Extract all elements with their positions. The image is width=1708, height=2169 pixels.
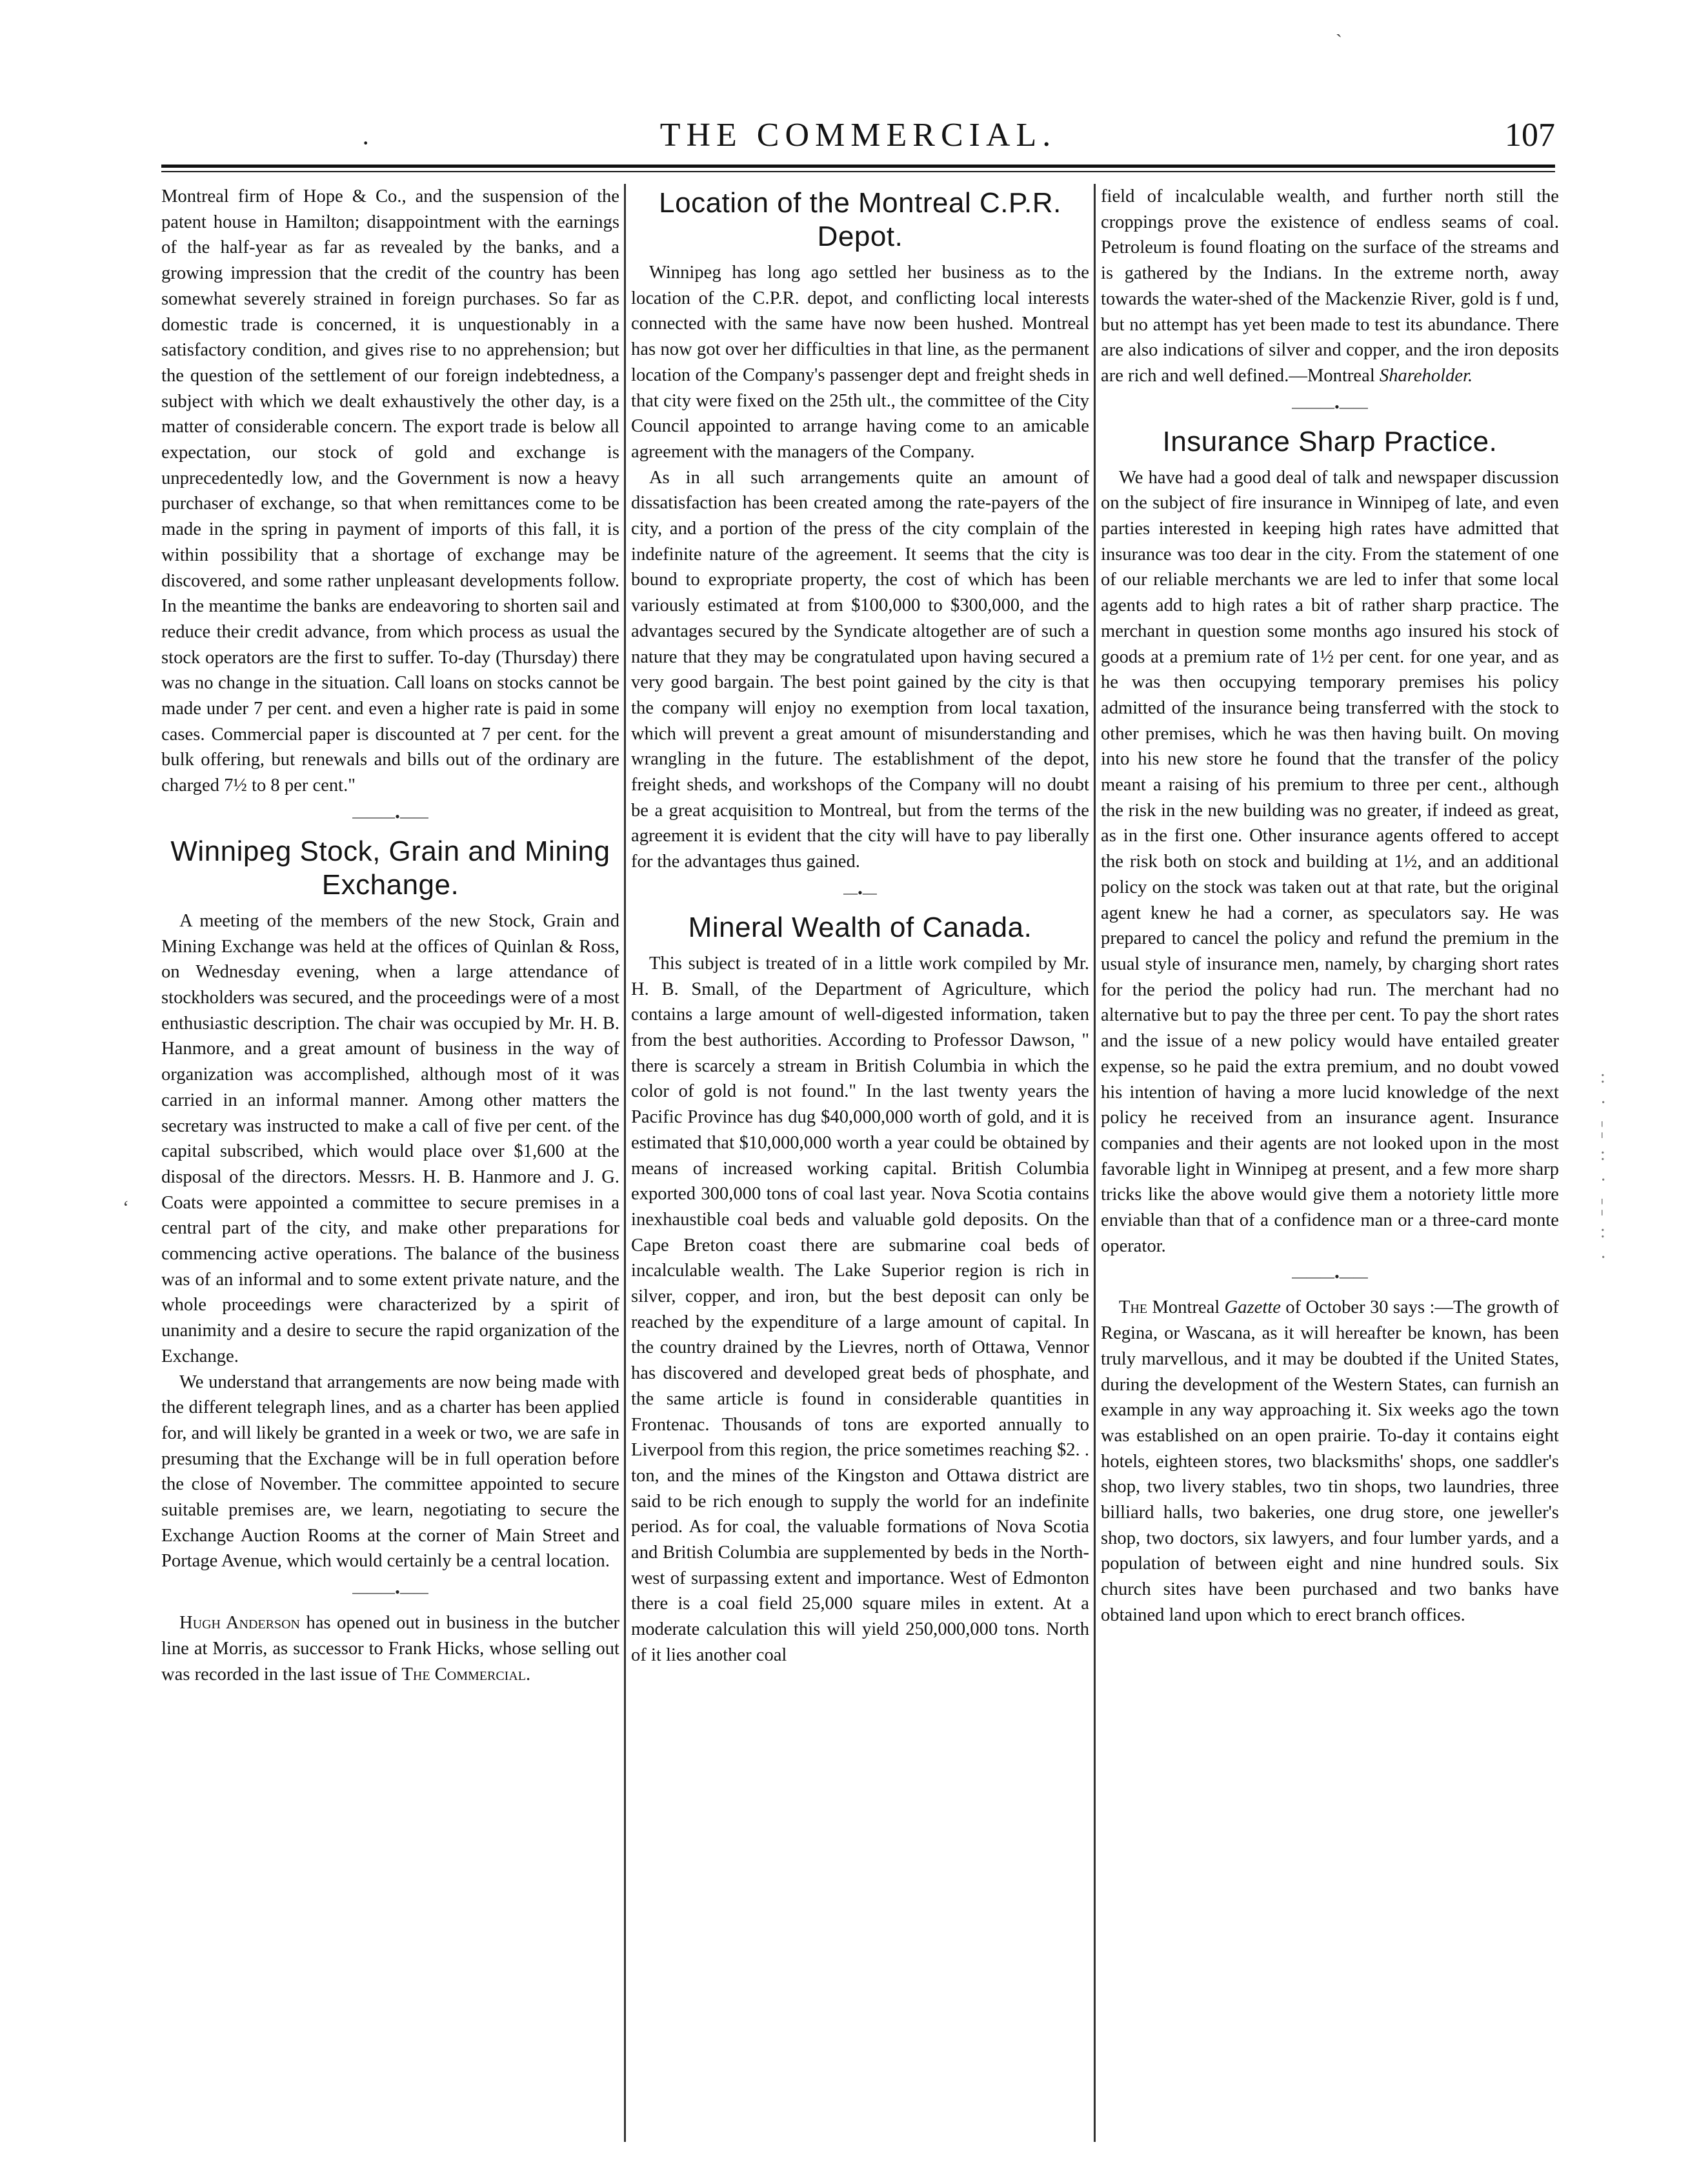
article-paragraph-regina bbox=[1101, 1295, 1559, 1628]
column-3 bbox=[1101, 184, 1559, 2145]
continued-text: field of incalculable wealth, and further north still the croppings prove the existence of endless seams of coal. Petroleum is found floating on the surface of the streams and is gathered by the Indians. In the extreme north, away towards the water-shed of the Mackenzie River, gold is f und, but no attempt has yet been made to test its abundance. There are also indications of silver and copper, and the iron deposits are rich and well defined.—Montreal bbox=[1101, 186, 1559, 386]
page-number: 107 bbox=[1505, 117, 1555, 154]
notice-publication: The Commercial. bbox=[401, 1664, 531, 1684]
page-header bbox=[161, 116, 1555, 161]
paragraph-text: of October 30 says :—The growth of Regina, or Wascana, as it will hereafter be known, has been truly marvellous, and it may be doubted if the United States, during the development of the Western States, can furnish an example in any way approaching it. Six weeks ago the town was established on an open prairie. To-day it contains eight hotels, eighteen stores, two blacksmiths' shops, one saddler's shop, two livery stables, two tin shops, two laundries, three billiard halls, two bakeries, one drug store, one jeweller's shop, two doctors, six lawyers, and four lumber yards, and a population of between eight and nine hundred souls. Six church sites have been purchased and two banks have obtained land upon which to erect branch offices. bbox=[1101, 1297, 1559, 1625]
header-rule-thick bbox=[161, 165, 1555, 168]
article-paragraph: This subject is treated of in a little work compiled by Mr. H. B. Small, of the Department of Agriculture, which contains a large amount of well-digested information, taken from the best authorities. According to Professor Dawson, " there is scarcely a stream in British Columbia in which the color of gold is not found." In the last twenty years the Pacific Province has dug $40,000,000 worth of gold, and it is estimated that $10,000,000 worth a year could be obtained by means of increased working capital. British Columbia exported 300,000 tons of coal last year. Nova Scotia contains inexhaustible coal beds and valuable gold deposits. On the Cape Breton coast there are submarine coal beds of incalculable wealth. The Lake Superior region is rich in silver, copper, and iron, but the best deposit can only be reached by the expenditure of a large amount of capital. In the country drained by the Lievres, north of Ottawa, Vennor has discovered and developed great beds of phosphate, and the same article is found in considerable quantities in Frontenac. Thousands of tons are exported annually to Liverpool from this region, the price sometimes reaching $2. . ton, and the mines of the Kingston and Ottawa district are said to be rich enough to supply the world for an indefinite period. As for coal, the valuable formations of Nova Scotia and British Columbia are supplemented by beds in the North-west of surpassing extent and importance. West of Edmonton there is a coal field 25,000 square miles in extent. At a moderate calculation this will yield 250,000,000 tons. North of it lies another coal bbox=[631, 953, 1089, 1665]
section-ornament: ———•—— bbox=[1292, 1268, 1368, 1285]
article-title-stock-exchange: Winnipeg Stock, Grain and Mining Exchange. bbox=[170, 835, 610, 901]
article-title-cpr-depot: Location of the Montreal C.P.R. Depot. bbox=[659, 187, 1061, 252]
article-paragraph: Winnipeg has long ago settled her business as to the location of the C.P.R. depot, and conflicting local interests connected with the same have now been hushed. Montreal has now got over her difficulties in that line, as the permanent location of the Company's passenger dept and freight sheds in that city were fixed on the 25th ult., the committee of the City Council appointed to arrange having come to an amicable agreement with the managers of the Company. bbox=[631, 263, 1089, 462]
section-ornament: —•— bbox=[843, 884, 877, 901]
section-ornament: ———•—— bbox=[352, 1584, 428, 1601]
section-ornament: ———•—— bbox=[352, 808, 428, 825]
header-rule-thin bbox=[161, 171, 1555, 172]
lead-word: The bbox=[1119, 1297, 1148, 1318]
article-paragraph: We have had a good deal of talk and newspaper discussion on the subject of fire insurance in Winnipeg of late, and even parties interested in keeping high rates have admitted that insurance was too dear in the city. From the statement of one of our reliable merchants we are led to infer that some local agents add to high rates a bit of rather sharp practice. The merchant in question some months ago insured his stock of goods at a premium rate of 1½ per cent. for one year, and as he was then occupying temporary premises his policy admitted of the insurance being transferred with the stock to other premises, which he was then having built. On moving into his new store he found that the transfer of the policy meant a raising of his premium to three per cent., although the risk in the new building was no greater, if indeed as great, as in the first one. Other insurance agents offered to accept the risk both on stock and building at 1½, and an additional policy on the stock was taken out at that rate, but the original agent knew he had a corner, as speculators say. He was prepared to cancel the policy and refund the premium in the usual style of insurance men, namely, by charging short rates for the period the policy had run. The merchant had no alternative but to pay the three per cent. To pay the short rates and the issue of a new policy would have entailed greater expense, so he paid the extra premium, and no doubt vowed his intention of having a more lucid knowledge of the next policy he received from an insurance agent. Insurance companies and their agents are not looked upon in the most favorable light in Winnipeg at present, and a few more sharp tricks like the above would give them a notoriety little more enviable than that of a confidence man or a three-card monte operator. bbox=[1101, 467, 1559, 1256]
column-divider-1 bbox=[624, 184, 626, 2142]
publication-name: Gazette bbox=[1224, 1297, 1281, 1318]
section-ornament: ———•—— bbox=[1292, 398, 1368, 415]
stray-mark: ʻ bbox=[123, 1197, 129, 1218]
article-title-insurance: Insurance Sharp Practice. bbox=[1162, 425, 1498, 457]
margin-show-through: : · ¦ : · ¦ : · bbox=[1600, 1067, 1607, 1268]
notice-name: Hugh Anderson bbox=[179, 1613, 300, 1634]
masthead-title: THE COMMERCIAL. bbox=[659, 117, 1057, 154]
column-2 bbox=[631, 184, 1089, 2145]
source-publication: Shareholder. bbox=[1379, 365, 1473, 386]
column-divider-2 bbox=[1094, 184, 1096, 2142]
article-paragraph: As in all such arrangements quite an amount of dissatisfaction has been created among the rate-payers of the city, and a portion of the press of the city complain of the indefinite nature of the agreement. It seems that the city is bound to expropriate property, the cost of which has been variously estimated at from $100,000 to $300,000, and the advantages secured by the Syndicate altogether are of such a nature that they may be congratulated upon having secured a very good bargain. The best point gained by the city is that the company will enjoy no exemption from local taxation, which will prevent a great amount of misunderstanding and wrangling in the future. The establishment of the depot, freight sheds, and workshops of the Company will no doubt be a great acquisition to Montreal, but from the terms of the agreement it is evident that the city will have to pay liberally for the advantages thus gained. bbox=[631, 467, 1089, 872]
article-paragraph: We understand that arrangements are now being made with the different telegraph lines, and as a charter has been applied for, and will likely be granted in a week or two, we are safe in presuming that the Exchange will be in full operation before the close of November. The committee appointed to secure suitable premises are, we learn, negotiating to secure the Exchange Auction Rooms at the corner of Main Street and Portage Avenue, which would certainly be a central location. bbox=[161, 1372, 619, 1572]
continued-article-text bbox=[1101, 184, 1559, 389]
article-paragraph: A meeting of the members of the new Stock, Grain and Mining Exchange was held at the offices of Quinlan & Ross, on Wednesday evening, when a large attendance of stockholders was secured, and the proceedings were of a most enthusiastic description. The chair was occupied by Mr. H. B. Hanmore, and a great amount of business in the way of organization was accomplished, although most of it was carried in an informal manner. Among other matters the secretary was instructed to make a call of five per cent. of the capital subscribed, which would place over $1,600 at the disposal of the directors. Messrs. H. B. Hanmore and J. G. Coats were appointed a committee to secure premises in a central part of the city, and make other preparations for commencing active operations. The balance of the business was of an informal and to some extent private nature, and the whole proceedings were characterized by a spirit of unanimity and a desire to secure the rapid organization of the Exchange. bbox=[161, 910, 619, 1366]
continued-article-text: Montreal firm of Hope & Co., and the suspension of the patent house in Hamilton; disappointment with the earnings of the half-year as far as revealed by the banks, and a growing impression that the credit of the country has been somewhat severely strained in foreign purchases. So far as domestic trade is concerned, it is unquestionably in a satisfactory condition, and gives rise to no apprehension; but the question of the settlement of our foreign indebtedness, a subject with which we dealt exhaustively the other day, is a matter of considerable concern. The export trade is below all expectation, our stock of gold and exchange is unprecedentedly low, and the Government is now a heavy purchaser of exchange, so that when remittances come to be made in the spring in payment of imports of this fall, it is within possibility that a shortage of exchange may be discovered, and some rather unpleasant developments follow. In the meantime the banks are endeavoring to shorten sail and reduce their credit advance, from which process as usual the stock operators are the first to suffer. To-day (Thursday) there was no change in the situation. Call loans on stocks cannot be made under 7 per cent. and even a higher rate is paid in some cases. Commercial paper is discounted at 7 per cent. for the bulk offering, but renewals and bills out of the ordinary are charged 7½ to 8 per cent." bbox=[161, 186, 619, 796]
paragraph-text: Montreal bbox=[1147, 1297, 1225, 1318]
business-notice bbox=[161, 1610, 619, 1687]
stray-mark: ˏ bbox=[1336, 16, 1342, 37]
column-1 bbox=[161, 184, 619, 2145]
article-title-mineral-wealth: Mineral Wealth of Canada. bbox=[688, 911, 1032, 943]
notice-text: has opened out in business in the butcher line at Morris, as successor to Frank Hicks, whose selling out was recorded in the last issue of bbox=[161, 1613, 619, 1684]
header-dot: · bbox=[361, 128, 370, 157]
